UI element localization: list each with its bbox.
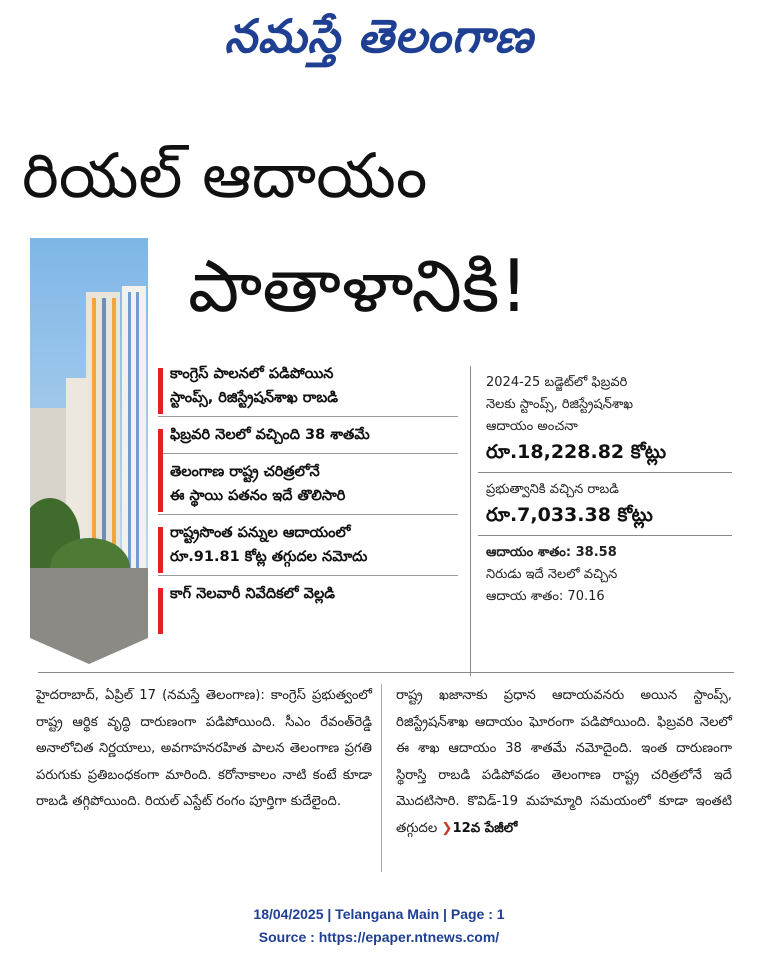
highlight-item [158, 362, 458, 410]
column-divider [381, 684, 382, 872]
stat-label: ఆదాయం అంచనా [486, 419, 578, 434]
budget-estimate [478, 366, 732, 472]
stat-label: ఆదాయం శాతం: 38.58 [486, 545, 617, 560]
highlight-item [158, 521, 458, 569]
headline-line-1: రియల్ ఆదాయం [22, 139, 428, 212]
stat-label: నెలకు స్టాంప్స్, రిజిస్ట్రేషన్‌శాఖ [486, 397, 634, 412]
stat-label: ఆదాయ శాతం: 70.16 [486, 589, 605, 604]
highlight-line: కాగ్ నెలవారీ నివేదికలో వెల్లడి [170, 586, 335, 602]
article-column-1 [36, 683, 372, 816]
stat-value: రూ.18,228.82 కోట్లు [486, 441, 667, 463]
divider [158, 416, 458, 417]
highlight-line: తెలంగాణ రాష్ట్ర చరిత్రలోనే [170, 464, 320, 480]
divider [38, 672, 734, 673]
highlight-line: రూ.91.81 కోట్ల తగ్గుదల నమోదు [170, 549, 368, 565]
highlight-item [158, 423, 458, 447]
highlights-list [158, 362, 458, 606]
source-link[interactable]: Source : https://epaper.ntnews.com/ [258, 929, 500, 945]
divider [158, 575, 458, 576]
highlight-item [158, 460, 458, 508]
masthead-logo: నమస్తే తెలంగాణ [224, 9, 534, 63]
highlight-line: ఫిబ్రవరి నెలలో వచ్చింది 38 శాతమే [170, 427, 370, 443]
article-text [396, 683, 732, 842]
revenue-received [478, 472, 732, 535]
stat-label: ప్రభుత్వానికి వచ్చిన రాబడి [486, 482, 619, 497]
edition-info: 18/04/2025 | Telangana Main | Page : 1 [253, 906, 505, 922]
column-divider [470, 366, 471, 676]
stat-value: రూ.7,033.38 కోట్లు [486, 504, 653, 526]
continued-label[interactable]: 12వ పేజీలో [452, 820, 518, 836]
article-column-2 [396, 683, 732, 842]
highlight-line: రాష్ట్రసొంత పన్నుల ఆదాయంలో [170, 525, 351, 541]
article-text: హైదరాబాద్, ఏప్రిల్ 17 (నమస్తే తెలంగాణ): కాంగ్రెస్ ప్రభుత్వంలో రాష్ట్ర ఆర్థిక వృద్ధి దారుణంగా పడిపోయింది. సీఎం రేవంత్‌రెడ్డి అనాలోచిత నిర్ణయాలు, అవగాహనరహిత పాలన తెలంగాణ ప్రగతి పరుగుకు ప్రతిబంధకంగా మారింది. కరోనాకాలం నాటి కంటే కూడా రాబడి తగ్గిపోయింది. రియల్ ఎస్టేట్ రంగం పూర్తిగా కుదేలైంది. [36, 688, 372, 809]
highlight-line: ఈ స్థాయి పతనం ఇదే తొలిసారి [170, 488, 346, 504]
divider [158, 514, 458, 515]
continued-arrow-icon: ❯ [441, 820, 453, 836]
building-photo [30, 238, 148, 664]
highlight-line: స్టాంప్స్, రిజిస్ట్రేషన్‌శాఖ రాబడి [170, 390, 338, 406]
headline-line-2: పాతాళానికి! [188, 244, 529, 328]
highlight-item [158, 582, 458, 606]
stat-label: నిరుడు ఇదే నెలలో వచ్చిన [486, 567, 618, 582]
highlight-line: కాంగ్రెస్ పాలనలో పడిపోయిన [170, 366, 334, 382]
stat-label: 2024-25 బడ్జెట్‌లో ఫిబ్రవరి [486, 375, 628, 390]
revenue-percent [478, 535, 732, 614]
stats-box [478, 366, 732, 614]
divider [158, 453, 458, 454]
article-text-span: రాష్ట్ర ఖజానాకు ప్రధాన ఆదాయవనరు అయిన స్టాంప్స్, రిజిస్ట్రేషన్‌శాఖ ఆదాయం ఘోరంగా పడిపోయింది. ఫిబ్రవరి నెలలో ఈ శాఖ ఆదాయం 38 శాతమే నమోదైంది. ఇంత దారుణంగా స్థిరాస్తి రాబడి పడిపోవడం తెలంగాణ రాష్ట్ర చరిత్రలోనే ఇదే మొదటిసారి. కొవిడ్-19 మహమ్మారి సమయంలో కూడా ఇంతటి తగ్గుదల [396, 688, 732, 836]
